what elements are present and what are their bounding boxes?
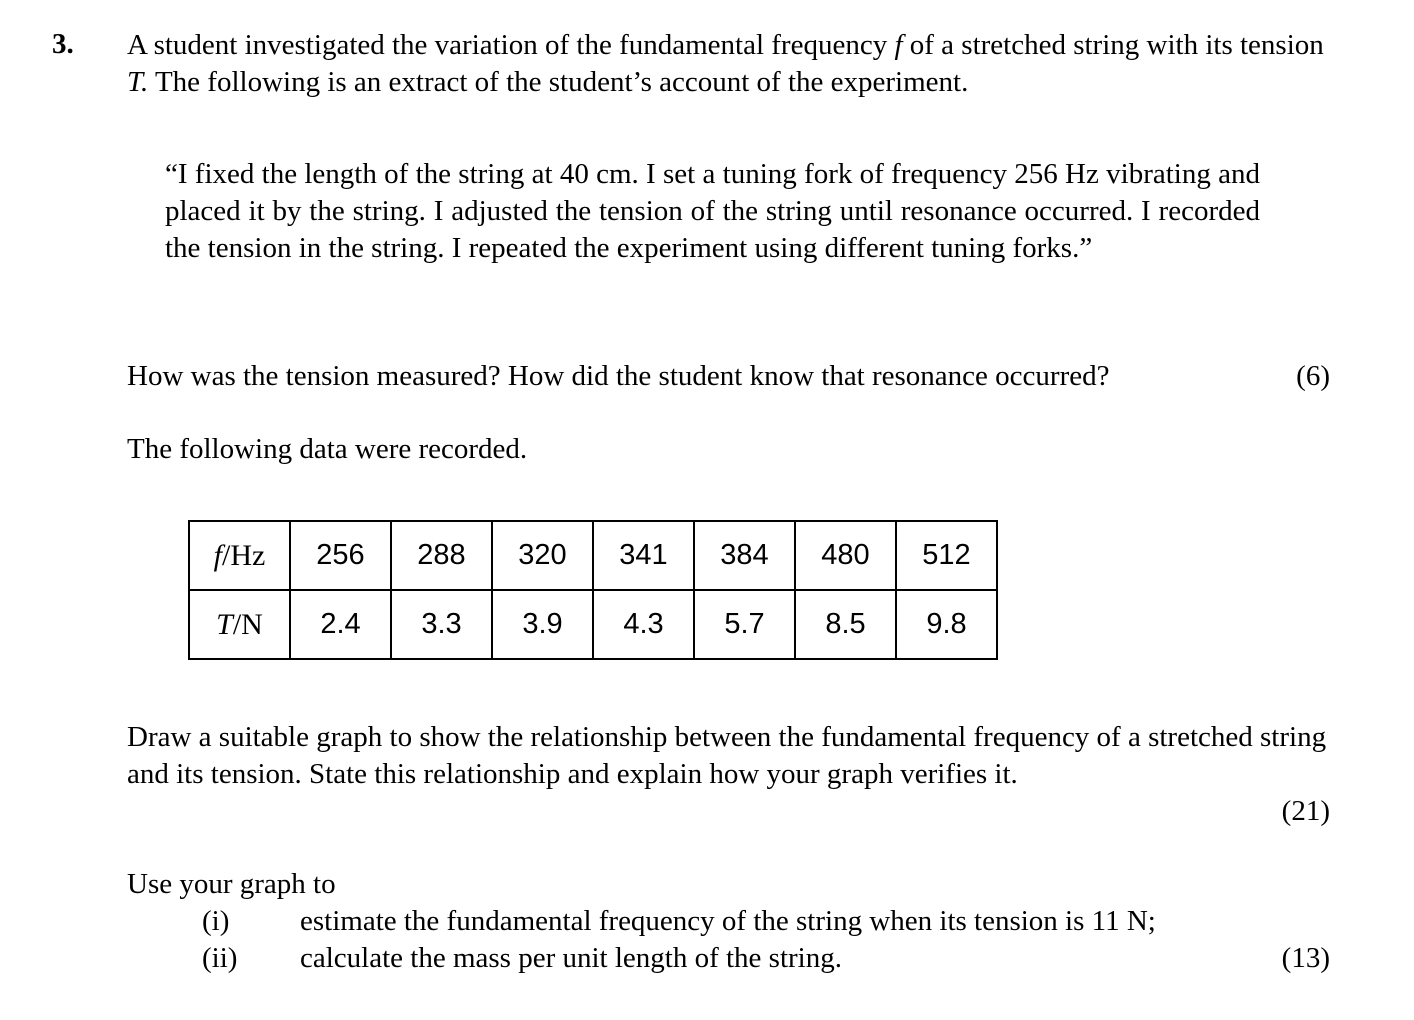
tension-cell: 2.4 (290, 590, 391, 659)
tension-header-unit: /N (232, 607, 263, 641)
subpart-ii-text: calculate the mass per unit length of the string. (300, 942, 842, 974)
frequency-cell: 341 (593, 521, 694, 590)
data-intro: The following data were recorded. (127, 433, 528, 465)
frequency-row (189, 521, 997, 590)
tension-cell: 8.5 (795, 590, 896, 659)
subpart-ii-number: (ii) (202, 942, 238, 974)
part3-marks: (13) (1281, 942, 1330, 974)
part1-marks: (6) (1296, 360, 1330, 392)
tension-cell: 5.7 (694, 590, 795, 659)
tension-cell: 9.8 (896, 590, 997, 659)
question-number: 3. (52, 28, 74, 60)
intro-text-b: of a stretched string with its tension (902, 29, 1324, 61)
tension-cell: 3.3 (391, 590, 492, 659)
student-account-quote: “I fixed the length of the string at 40 cm. I set a tuning fork of frequency 256 Hz vibrating and placed it by the string. I adjusted the tension of the string until resonance occurred. I recorded the tension in the string. I repeated the experiment using different tuning forks.” (165, 158, 1260, 264)
intro-text-c: The following is an extract of the student’s account of the experiment. (148, 66, 969, 98)
tension-row (189, 590, 997, 659)
intro-text-a: A student investigated the variation of the fundamental frequency (127, 29, 895, 61)
frequency-cell: 384 (694, 521, 795, 590)
data-table (188, 520, 998, 660)
part2-question: Draw a suitable graph to show the relationship between the fundamental frequency of a stretched string and its tension. State this relationship and explain how your graph verifies it. (127, 721, 1327, 790)
part2-marks: (21) (1281, 795, 1330, 827)
frequency-cell: 288 (391, 521, 492, 590)
tension-symbol: T. (127, 66, 149, 98)
frequency-header-symbol: f (213, 538, 222, 572)
frequency-cell: 512 (896, 521, 997, 590)
frequency-header (189, 521, 290, 590)
subpart-i-text: estimate the fundamental frequency of the string when its tension is 11 N; (300, 905, 1156, 937)
tension-header (189, 590, 290, 659)
frequency-cell: 480 (795, 521, 896, 590)
frequency-symbol: f (894, 29, 903, 61)
tension-header-symbol: T (216, 607, 233, 641)
frequency-cell: 256 (290, 521, 391, 590)
question-intro (127, 27, 1347, 101)
frequency-cell: 320 (492, 521, 593, 590)
part1-question: How was the tension measured? How did the student know that resonance occurred? (127, 360, 1110, 392)
frequency-header-unit: /Hz (222, 538, 266, 572)
tension-cell: 3.9 (492, 590, 593, 659)
tension-cell: 4.3 (593, 590, 694, 659)
part3-lead: Use your graph to (127, 868, 336, 900)
subpart-i-number: (i) (202, 905, 230, 937)
